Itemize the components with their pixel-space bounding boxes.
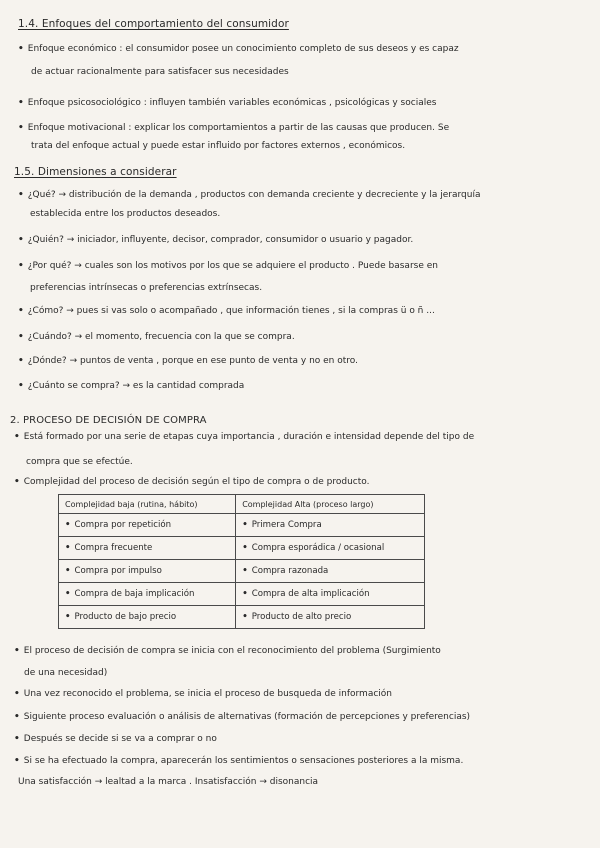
column-header: Complejidad baja (rutina, hábito) [59,495,236,514]
list-item: • Complejidad del proceso de decisión según el tipo de compra o de producto. [14,477,370,487]
list-item: • ¿Cuándo? → el momento, frecuencia con la que se compra. [18,332,295,342]
table-row [59,560,425,583]
table-header-row [59,495,425,514]
list-item-continuation: de actuar racionalmente para satisfacer sus necesidades [31,67,289,77]
list-item: • Enfoque motivacional : explicar los comportamientos a partir de las causas que producen. Se [18,123,450,133]
list-item: • ¿Qué? → distribución de la demanda , productos con demanda creciente y decreciente y la jerarquía [18,190,481,200]
table-row [59,514,425,537]
table-cell: • Compra esporádica / ocasional [236,537,425,560]
list-item-continuation: Una satisfacción → lealtad a la marca . Insatisfacción → disonancia [18,777,319,787]
list-item: • ¿Por qué? → cuales son los motivos por los que se adquiere el producto . Puede basarse en [18,261,438,271]
list-item: • ¿Cuánto se compra? → es la cantidad comprada [18,381,245,391]
table-cell: • Compra frecuente [59,537,236,560]
list-item: • Siguiente proceso evaluación o análisis de alternativas (formación de percepciones y preferencias) [14,712,471,722]
section-title-2: 2. PROCESO DE DECISIÓN DE COMPRA [10,415,207,426]
table-row [59,583,425,606]
list-item: • ¿Dónde? → puntos de venta , porque en ese punto de venta y no en otro. [18,356,358,366]
table-cell: • Producto de alto precio [236,606,425,629]
list-item-continuation: de una necesidad) [24,668,108,678]
list-item: • El proceso de decisión de compra se inicia con el reconocimiento del problema (Surgimiento [14,646,441,656]
table-cell: • Compra por impulso [59,560,236,583]
list-item-continuation: establecida entre los productos deseados. [30,209,221,219]
table-row [59,606,425,629]
list-item: • Una vez reconocido el problema, se inicia el proceso de busqueda de información [14,689,393,699]
list-item-continuation: trata del enfoque actual y puede estar influido por factores externos , económicos. [31,141,406,151]
list-item: • ¿Cómo? → pues si vas solo o acompañado , que información tienes , si la compras ü o ñ ... [18,306,435,316]
column-header: Complejidad Alta (proceso largo) [236,495,425,514]
list-item: • Está formado por una serie de etapas cuya importancia , duración e intensidad depende del tipo de [14,432,475,442]
table-cell: • Compra de alta implicación [236,583,425,606]
complexity-table [58,494,425,629]
list-item-continuation: compra que se efectúe. [26,457,133,467]
section-title-1-4: 1.4. Enfoques del comportamiento del consumidor [18,18,289,30]
table-cell: • Primera Compra [236,514,425,537]
section-title-1-5: 1.5. Dimensiones a considerar [14,166,177,178]
table-cell: • Compra por repetición [59,514,236,537]
table-row [59,537,425,560]
list-item: • Enfoque económico : el consumidor posee un conocimiento completo de sus deseos y es capaz [18,44,459,54]
list-item: • ¿Quién? → iniciador, influyente, decisor, comprador, consumidor o usuario y pagador. [18,235,414,245]
table-cell: • Producto de bajo precio [59,606,236,629]
table-cell: • Compra razonada [236,560,425,583]
list-item: • Si se ha efectuado la compra, aparecerán los sentimientos o sensaciones posteriores a la misma. [14,756,464,766]
list-item: • Enfoque psicosociológico : influyen también variables económicas , psicológicas y sociales [18,98,437,108]
list-item: • Después se decide si se va a comprar o no [14,734,217,744]
list-item-continuation: preferencias intrínsecas o preferencias extrínsecas. [30,283,263,293]
table-cell: • Compra de baja implicación [59,583,236,606]
